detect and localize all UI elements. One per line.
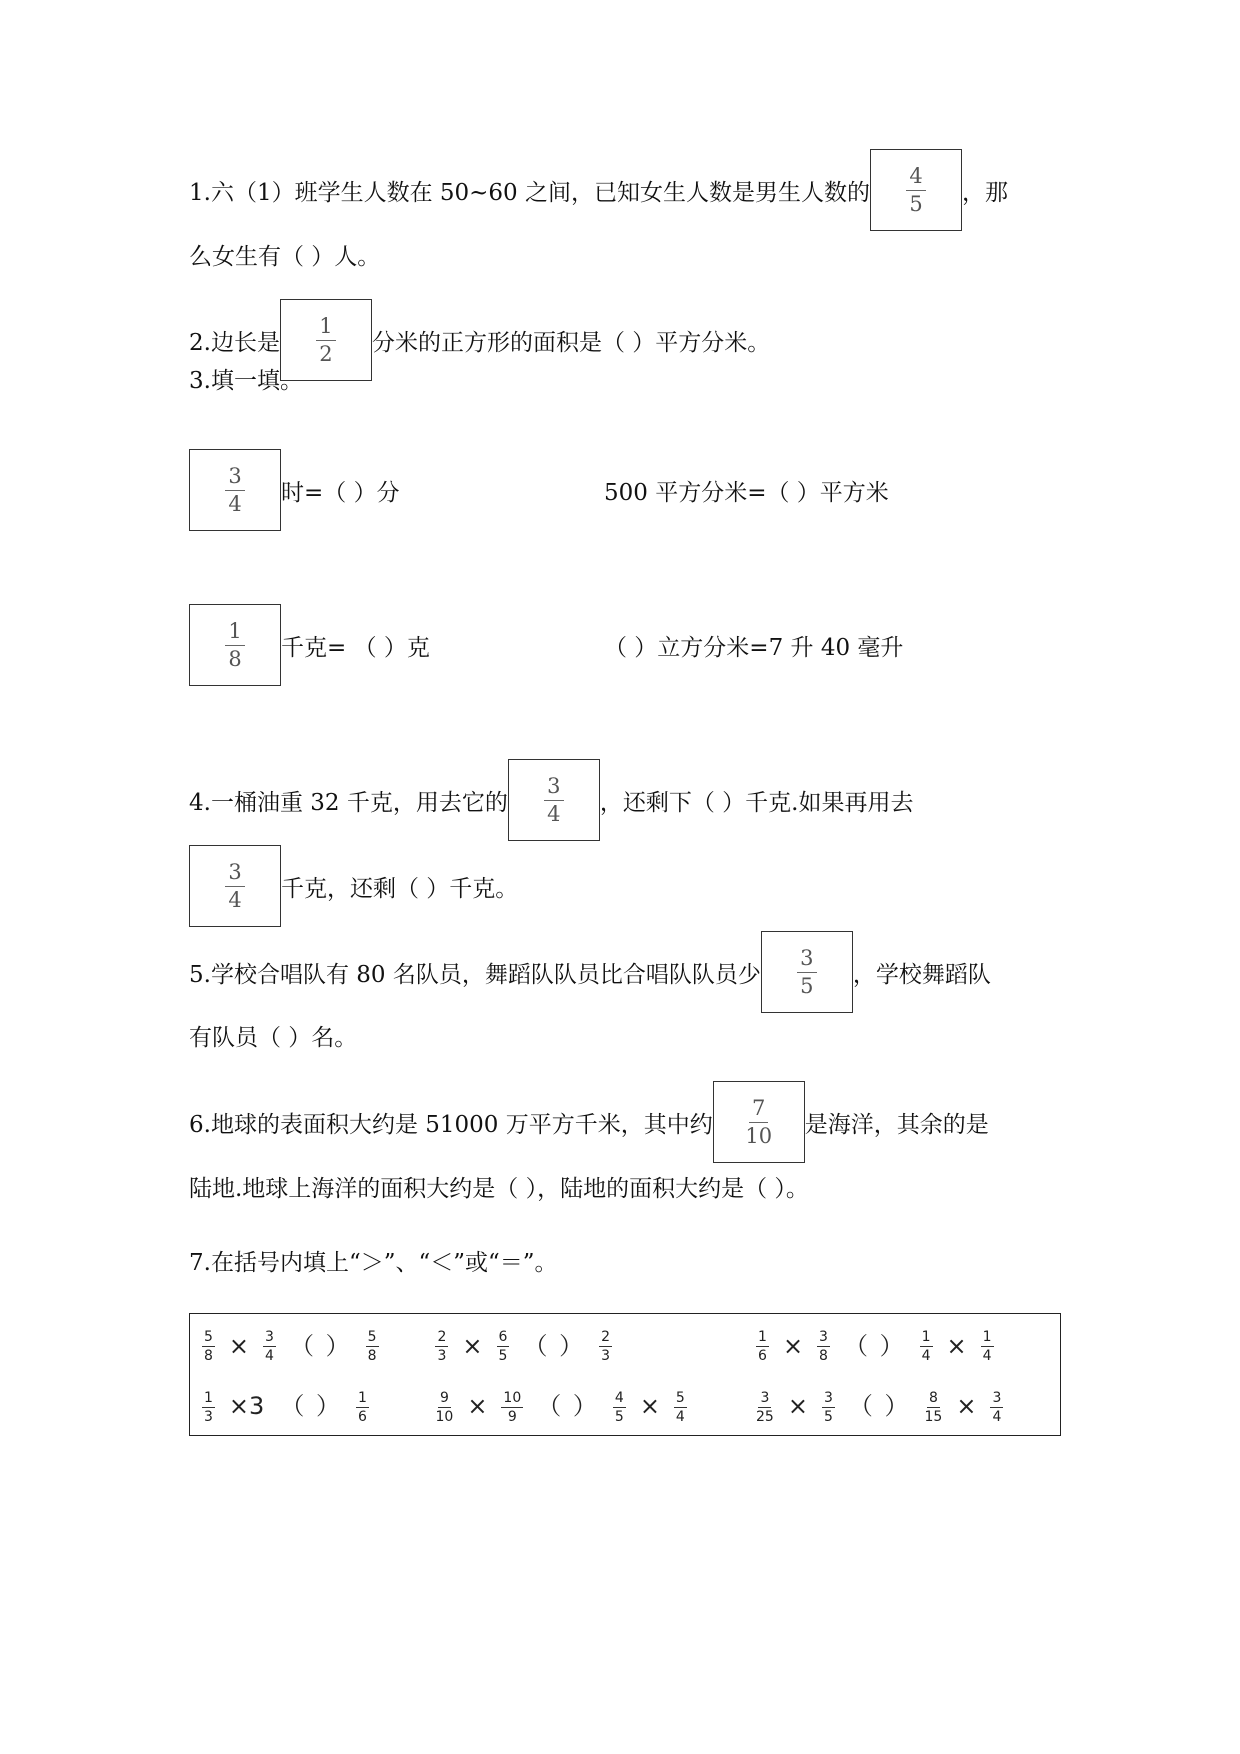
fraction	[906, 163, 925, 216]
answer-blank: （ ）	[280, 1392, 342, 1420]
question-1-continuation: 么女生有（ ）人。	[189, 243, 381, 270]
fraction	[435, 1330, 448, 1363]
fraction	[613, 1391, 626, 1424]
times-sign: ×	[782, 1331, 804, 1360]
question-4-line-1	[189, 758, 913, 842]
denominator: 10	[435, 1408, 454, 1425]
times-sign: ×	[956, 1392, 977, 1420]
fraction	[501, 1391, 523, 1424]
fraction	[745, 1095, 773, 1148]
times-sign: ×	[639, 1392, 660, 1420]
denominator: 4	[547, 801, 561, 826]
fraction	[817, 1330, 830, 1363]
fraction	[202, 1391, 215, 1424]
numerator: 3	[225, 466, 244, 491]
numerator: 2	[601, 1329, 610, 1345]
question-3-row-2-right	[604, 603, 903, 687]
question-5-text-end: ，学校舞蹈队	[852, 961, 991, 988]
comparison-table	[189, 1313, 1061, 1436]
denominator: 5	[498, 1348, 508, 1364]
numerator: 5	[204, 1329, 213, 1345]
denominator: 15	[924, 1408, 943, 1425]
numerator: 5	[367, 1329, 377, 1345]
question-2-text: 2.边长是	[189, 329, 280, 356]
question-5-line-2	[189, 993, 357, 1077]
comparison-cell	[423, 1375, 744, 1436]
fraction	[225, 859, 244, 912]
fraction	[356, 1391, 369, 1424]
fraction-box	[189, 449, 281, 531]
numerator: 1	[357, 1389, 367, 1406]
numerator: 3	[823, 1389, 833, 1406]
numerator: 1	[982, 1329, 992, 1345]
numerator: 3	[992, 1389, 1002, 1406]
question-3-row-1	[189, 448, 400, 532]
comparison-table-body	[190, 1314, 1061, 1436]
times-sign: ×	[228, 1331, 250, 1360]
denominator: 9	[507, 1408, 517, 1425]
question-3-title-text: 3.填一填。	[189, 367, 303, 394]
comparison-cell	[423, 1314, 744, 1375]
question-1-text-end: ，那	[962, 179, 1009, 206]
answer-blank: （ ）	[843, 1331, 906, 1360]
denominator: 25	[756, 1408, 774, 1425]
denominator: 5	[823, 1408, 833, 1425]
fraction	[920, 1330, 933, 1363]
fraction	[599, 1330, 612, 1363]
question-7-title	[189, 1240, 558, 1280]
denominator: 4	[921, 1348, 931, 1364]
numerator: 3	[265, 1329, 274, 1345]
question-3-row-1-right	[604, 448, 889, 532]
question-4-text-end: ，还剩下（ ）千克.如果再用去	[599, 789, 914, 816]
answer-blank: （ ）	[848, 1392, 911, 1420]
question-6-continuation: 陆地.地球上海洋的面积大约是（ ），陆地的面积大约是（ ）。	[189, 1175, 809, 1202]
numerator: 4	[614, 1389, 624, 1406]
question-3-item-kilograms: 千克= （ ）克	[281, 634, 430, 661]
question-5-text: 5.学校合唱队有 80 名队员，舞蹈队队员比合唱队队员少	[189, 961, 761, 988]
question-3-item-hours: 时=（ ）分	[281, 479, 400, 506]
question-2-text-end: 分米的正方形的面积是（ ）平方分米。	[371, 329, 771, 356]
fraction	[316, 313, 335, 366]
answer-blank: （ ）	[537, 1392, 599, 1420]
denominator: 4	[992, 1408, 1002, 1425]
comparison-cell	[190, 1314, 424, 1375]
fraction	[225, 463, 244, 516]
denominator: 5	[614, 1408, 624, 1425]
question-5-continuation: 有队员（ ）名。	[189, 1024, 358, 1051]
numerator: 1	[921, 1329, 931, 1345]
numerator: 9	[439, 1389, 449, 1406]
question-3-item-volume: （ ）立方分米=7 升 40 毫升	[604, 634, 904, 661]
denominator: 4	[228, 887, 242, 912]
question-6-line-2	[189, 1144, 809, 1228]
numerator: 3	[819, 1329, 828, 1345]
denominator: 4	[228, 491, 242, 516]
answer-blank: （ ）	[523, 1331, 586, 1360]
denominator: 10	[745, 1123, 773, 1148]
question-1-text: 1.六（1）班学生人数在 50~60 之间，已知女生人数是男生人数的	[189, 179, 871, 206]
times-sign: ×	[467, 1392, 488, 1420]
fraction	[497, 1330, 510, 1363]
denominator: 5	[909, 191, 923, 216]
question-6-text-end: 是海洋，其余的是	[804, 1111, 989, 1138]
fraction	[756, 1330, 769, 1363]
fraction-box	[189, 604, 281, 686]
fraction	[225, 618, 244, 671]
numerator: 3	[797, 948, 816, 973]
question-4-continuation: 千克，还剩（ ）千克。	[281, 875, 519, 902]
numerator: 1	[204, 1389, 213, 1406]
question-3-row-2	[189, 603, 430, 687]
fraction	[435, 1391, 453, 1424]
table-row	[190, 1375, 1061, 1436]
fraction	[756, 1391, 774, 1424]
denominator: 2	[319, 341, 333, 366]
fraction	[674, 1391, 687, 1424]
comparison-cell	[744, 1375, 1060, 1436]
fraction	[366, 1330, 379, 1363]
fraction-box	[870, 149, 962, 231]
denominator: 8	[819, 1348, 828, 1364]
numerator: 3	[544, 776, 563, 801]
fraction	[990, 1391, 1003, 1424]
denominator: 3	[437, 1348, 447, 1364]
fraction-box	[761, 931, 853, 1013]
fraction	[925, 1391, 943, 1424]
denominator: 3	[204, 1408, 213, 1425]
comparison-cell	[190, 1375, 424, 1436]
times-sign: ×	[462, 1331, 483, 1360]
question-6-text: 6.地球的表面积大约是 51000 万平方千米，其中约	[189, 1111, 713, 1138]
denominator: 4	[675, 1408, 685, 1425]
fraction	[544, 773, 563, 826]
fraction	[263, 1330, 276, 1363]
times-sign: ×	[787, 1392, 808, 1420]
numerator: 6	[498, 1329, 508, 1345]
numerator: 1	[758, 1329, 767, 1345]
fraction	[981, 1330, 994, 1363]
numerator: 3	[760, 1389, 770, 1406]
fraction	[202, 1330, 215, 1363]
answer-blank: （ ）	[289, 1331, 352, 1360]
numerator: 1	[316, 316, 335, 341]
denominator: 8	[228, 646, 242, 671]
question-4-text: 4.一桶油重 32 千克，用去它的	[189, 789, 508, 816]
question-1-line-2	[189, 212, 380, 296]
table-row	[190, 1314, 1061, 1375]
fraction	[797, 945, 816, 998]
times-sign: ×	[946, 1331, 967, 1360]
fraction-box	[189, 845, 281, 927]
denominator: 4	[982, 1348, 992, 1364]
fraction	[822, 1391, 835, 1424]
denominator: 8	[367, 1348, 377, 1364]
denominator: 4	[265, 1348, 274, 1364]
multiplier-text: ×3	[228, 1392, 265, 1420]
numerator: 8	[928, 1389, 938, 1406]
numerator: 10	[503, 1389, 522, 1406]
numerator: 1	[225, 621, 244, 646]
denominator: 3	[601, 1348, 610, 1364]
question-4-line-2	[189, 844, 518, 928]
question-7-title-text: 7.在括号内填上“＞”、“＜”或“＝”。	[189, 1249, 558, 1276]
numerator: 2	[437, 1329, 447, 1345]
denominator: 5	[800, 973, 814, 998]
numerator: 3	[225, 862, 244, 887]
question-3-title	[189, 358, 303, 398]
denominator: 6	[357, 1408, 367, 1425]
fraction-box	[508, 759, 600, 841]
comparison-cell	[744, 1314, 1060, 1375]
numerator: 4	[906, 166, 925, 191]
numerator: 5	[675, 1389, 685, 1406]
denominator: 8	[204, 1348, 213, 1364]
question-3-item-area: 500 平方分米=（ ）平方米	[604, 479, 889, 506]
denominator: 6	[758, 1348, 767, 1364]
numerator: 7	[749, 1098, 768, 1123]
